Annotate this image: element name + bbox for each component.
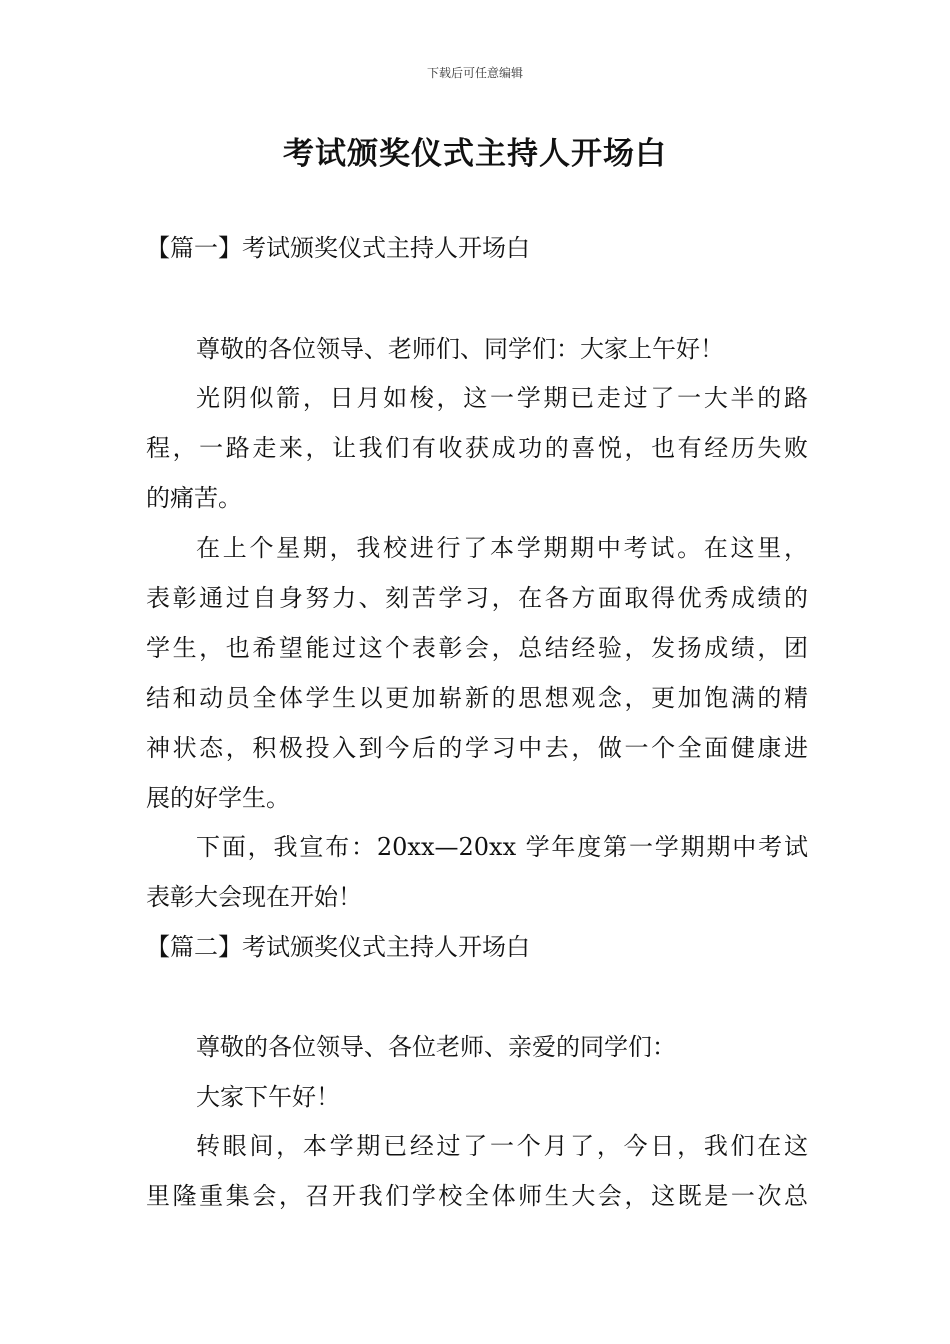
paragraph-line: 展的好学生。 [146, 784, 290, 812]
document-title: 考试颁奖仪式主持人开场白 [283, 136, 667, 172]
paragraph-line: 尊敬的各位领导、各位老师、亲爱的同学们： [196, 1033, 676, 1061]
paragraph-line: 大家下午好！ [196, 1083, 340, 1111]
section-heading-2: 【篇二】考试颁奖仪式主持人开场白 [146, 933, 530, 961]
paragraph-line: 表彰通过自身努力、刻苦学习，在各方面取得优秀成绩的 [146, 584, 808, 612]
paragraph-line: 学生，也希望能过这个表彰会，总结经验，发扬成绩，团 [146, 634, 808, 662]
section-heading-1: 【篇一】考试颁奖仪式主持人开场白 [146, 234, 530, 262]
paragraph-line: 表彰大会现在开始！ [146, 883, 362, 911]
paragraph-line: 神状态，积极投入到今后的学习中去，做一个全面健康进 [146, 734, 808, 762]
paragraph-line: 下面，我宣布：20xx—20xx 学年度第一学期期中考试 [196, 833, 808, 861]
paragraph-line: 程，一路走来，让我们有收获成功的喜悦，也有经历失败 [146, 434, 808, 462]
paragraph-line: 转眼间，本学期已经过了一个月了，今日，我们在这 [196, 1132, 808, 1160]
paragraph-line: 的痛苦。 [146, 484, 242, 512]
paragraph-line: 尊敬的各位领导、老师们、同学们：大家上午好！ [196, 335, 724, 363]
paragraph-line: 结和动员全体学生以更加崭新的思想观念，更加饱满的精 [146, 684, 808, 712]
paragraph-line: 里隆重集会，召开我们学校全体师生大会，这既是一次总 [146, 1182, 808, 1210]
paragraph-line: 光阴似箭，日月如梭，这一学期已走过了一大半的路 [196, 384, 808, 412]
paragraph-line: 在上个星期，我校进行了本学期期中考试。在这里， [196, 534, 808, 562]
header-note: 下载后可任意编辑 [426, 66, 523, 80]
